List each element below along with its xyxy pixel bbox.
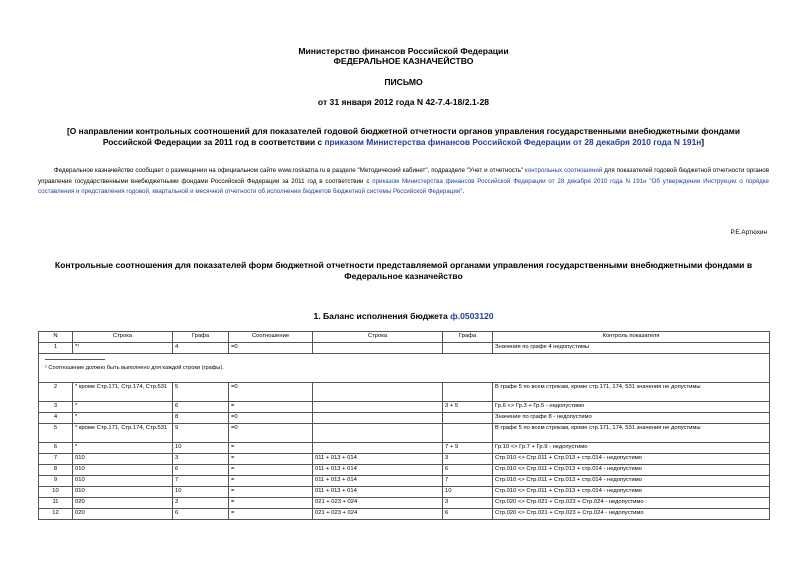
cell-row1: * <box>73 413 173 424</box>
table-row <box>39 343 770 354</box>
cell-row1: * <box>73 402 173 413</box>
cell-n: 10 <box>39 487 73 498</box>
cell-col1: 4 <box>173 343 229 354</box>
document-date-number: от 31 января 2012 года N 42-7.4-18/2.1-28 <box>317 97 490 107</box>
col-header-n: N <box>39 332 73 343</box>
cell-col1: 5 <box>173 383 229 402</box>
cell-control: Гр.6 <> Гр.3 + Гр.5 - недопустимо <box>493 402 770 413</box>
footnote-rule <box>45 359 105 360</box>
table-header-row <box>39 332 770 343</box>
cell-relation: = <box>229 443 313 454</box>
cell-col2: 3 + 5 <box>443 402 493 413</box>
table-row <box>39 443 770 454</box>
cell-relation: = <box>229 454 313 465</box>
cell-col2 <box>443 413 493 424</box>
cell-control: Стр.020 <> Стр.021 + Стр.023 + Стр.024 - недопустимо <box>493 509 770 520</box>
cell-row1: * <box>73 443 173 454</box>
cell-row1: 020 <box>73 509 173 520</box>
cell-col2: 7 <box>443 476 493 487</box>
table-row <box>39 509 770 520</box>
cell-row2 <box>313 383 443 402</box>
cell-control: Стр.010 <> Стр.011 + Стр.013 + стр.014 - недопустимо <box>493 476 770 487</box>
table-row <box>39 454 770 465</box>
cell-relation: = <box>229 402 313 413</box>
col-header-col1: Графа <box>173 332 229 343</box>
order-191n-link[interactable]: приказом Министерства финансов Российской Федерации от 28 декабря 2010 года N 191н <box>324 137 702 147</box>
document-type: ПИСЬМО <box>384 77 423 87</box>
footnote-row <box>39 354 770 383</box>
cell-col1: 10 <box>173 443 229 454</box>
cell-col2: 3 <box>443 454 493 465</box>
cell-relation: = <box>229 498 313 509</box>
cell-n: 8 <box>39 465 73 476</box>
cell-row1: 020 <box>73 498 173 509</box>
cell-control: Стр.010 <> Стр.011 + Стр.013 + стр.014 - недопустимо <box>493 487 770 498</box>
col-header-row1: Строка <box>73 332 173 343</box>
cell-col1: 6 <box>173 509 229 520</box>
cell-col2: 6 <box>443 509 493 520</box>
cell-col1: 6 <box>173 402 229 413</box>
table-row <box>39 413 770 424</box>
cell-row1: 010 <box>73 465 173 476</box>
table-row <box>39 476 770 487</box>
table-row <box>39 424 770 443</box>
control-ratios-table <box>38 331 770 520</box>
cell-row2: 011 + 013 + 014 <box>313 465 443 476</box>
cell-control: В графе 5 по всем строкам, кроме стр.171, 174, 531 значения не допустимы <box>493 424 770 443</box>
col-header-control: Контроль показателя <box>493 332 770 343</box>
cell-relation: =0 <box>229 383 313 402</box>
cell-row2 <box>313 424 443 443</box>
cell-relation: = <box>229 465 313 476</box>
table-row <box>39 465 770 476</box>
cell-n: 3 <box>39 402 73 413</box>
footnote-text: ¹ Соотношение должно быть выполнено для каждой строки (графы). <box>45 364 224 371</box>
cell-n: 1 <box>39 343 73 354</box>
cell-control: Значения по графе 4 недопустимы <box>493 343 770 354</box>
cell-col2: 7 + 9 <box>443 443 493 454</box>
title-text-start: [О направлении контрольных соотношений для показателей годовой бюджетной отчетности органов управления государственными внебюджетными фондами Российской Федерации за 2011 год в соответствии с <box>67 126 740 147</box>
col-header-col2: Графа <box>443 332 493 343</box>
cell-col2 <box>443 383 493 402</box>
letter-body <box>38 166 769 198</box>
cell-row2: 021 + 023 + 024 <box>313 509 443 520</box>
cell-col2: 10 <box>443 487 493 498</box>
col-header-row2: Строка <box>313 332 443 343</box>
table-row <box>39 402 770 413</box>
cell-n: 12 <box>39 509 73 520</box>
cell-control: В графе 5 по всем строкам, кроме стр.171, 174, 531 значения не допустимы <box>493 383 770 402</box>
cell-relation: =0 <box>229 343 313 354</box>
body-text-1: Федеральное казначейство сообщает о размещении на официальном сайте www.roskazna.ru в разделе "Методический кабинет", подразделе "Учет и отчетность" <box>54 167 526 174</box>
cell-row1: *¹ <box>73 343 173 354</box>
cell-col2: 3 <box>443 498 493 509</box>
footnote-cell <box>39 354 770 383</box>
cell-n: 4 <box>39 413 73 424</box>
cell-relation: =0 <box>229 413 313 424</box>
cell-n: 6 <box>39 443 73 454</box>
cell-col2 <box>443 424 493 443</box>
cell-row2: 011 + 013 + 014 <box>313 454 443 465</box>
control-ratios-link[interactable]: контрольных соотношений <box>525 167 603 174</box>
cell-n: 5 <box>39 424 73 443</box>
cell-row1: 010 <box>73 487 173 498</box>
body-text-3: . <box>462 188 465 195</box>
cell-control: Стр.020 <> Стр.021 + Стр.023 + Стр.024 - недопустимо <box>493 498 770 509</box>
cell-row1: * кроме Стр.171, Стр.174, Стр.531 <box>73 383 173 402</box>
body-text-2: для показателей годовой бюджетной отчетности органов управления государственными внебюджетными фондами Российской Федерации за 2011 год в соответствии с <box>38 167 769 185</box>
cell-control: Гр.10 <> Гр.7 + Гр.9 - недопустимо <box>493 443 770 454</box>
agency-name: ФЕДЕРАЛЬНОЕ КАЗНАЧЕЙСТВО <box>333 56 474 66</box>
cell-row1: 010 <box>73 454 173 465</box>
cell-control: Стр.010 <> Стр.011 + Стр.013 + стр.014 - недопустимо <box>493 465 770 476</box>
cell-n: 2 <box>39 383 73 402</box>
cell-col1: 7 <box>173 476 229 487</box>
title-text-end: ] <box>701 137 705 147</box>
cell-col2 <box>443 343 493 354</box>
ministry-name: Министерство финансов Российской Федерации <box>298 46 509 56</box>
cell-row2 <box>313 343 443 354</box>
table-row <box>39 487 770 498</box>
table-row <box>39 498 770 509</box>
cell-col1: 6 <box>173 465 229 476</box>
document-title <box>48 126 759 148</box>
cell-col1: 10 <box>173 487 229 498</box>
table-row <box>39 383 770 402</box>
cell-row1: 010 <box>73 476 173 487</box>
instruction-order-link[interactable]: приказом Министерства финансов Российской Федерации от 28 декабря 2010 года N 191н "Об утверждении Инструкции о порядке составления и представления годовой, квартальной и месячной отчетности об исполнении бюджетов бюджетной системы Российской Федерации" <box>38 177 769 195</box>
cell-control: Стр.010 <> Стр.011 + Стр.013 + стр.014 - недопустимо <box>493 454 770 465</box>
cell-n: 11 <box>39 498 73 509</box>
cell-relation: =0 <box>229 424 313 443</box>
cell-row2: 011 + 013 + 014 <box>313 487 443 498</box>
cell-n: 9 <box>39 476 73 487</box>
cell-col1: 9 <box>173 424 229 443</box>
table-caption <box>0 311 807 321</box>
cell-col1: 8 <box>173 413 229 424</box>
cell-row2 <box>313 443 443 454</box>
form-0503120-link[interactable]: ф.0503120 <box>450 311 494 321</box>
cell-row2: 011 + 013 + 014 <box>313 476 443 487</box>
col-header-relation: Соотношение <box>229 332 313 343</box>
cell-control: Значение по графе 8 - недопустимо <box>493 413 770 424</box>
cell-row2 <box>313 413 443 424</box>
cell-col1: 3 <box>173 498 229 509</box>
cell-n: 7 <box>39 454 73 465</box>
table-caption-text: 1. Баланс исполнения бюджета <box>313 311 451 321</box>
section-title: Контрольные соотношения для показателей форм бюджетной отчетности представляемой органами управления государственными внебюджетными фондами в Федеральное казначейство <box>54 260 753 281</box>
cell-row1: * кроме Стр.171, Стр.174, Стр.531 <box>73 424 173 443</box>
cell-relation: = <box>229 476 313 487</box>
signer-name: Р.Е.Артюхин <box>730 229 767 236</box>
cell-row2: 021 + 023 + 024 <box>313 498 443 509</box>
cell-row2 <box>313 402 443 413</box>
cell-col1: 3 <box>173 454 229 465</box>
cell-col2: 6 <box>443 465 493 476</box>
cell-relation: = <box>229 509 313 520</box>
cell-relation: = <box>229 487 313 498</box>
